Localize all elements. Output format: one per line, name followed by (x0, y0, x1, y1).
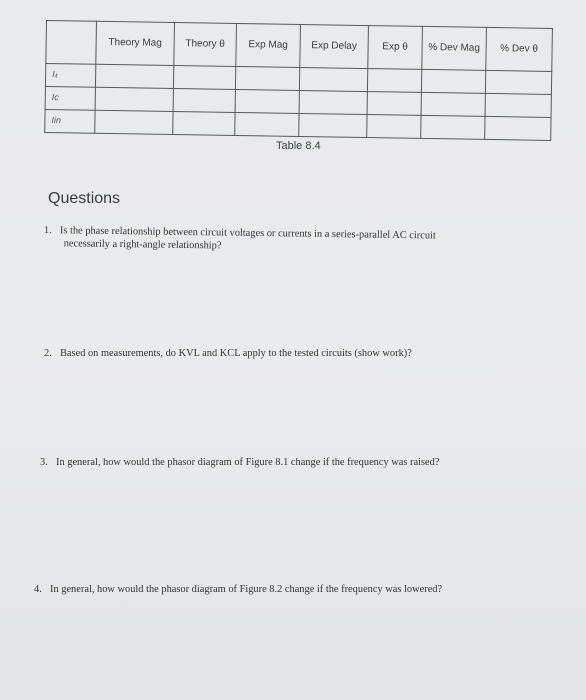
table-cell[interactable] (485, 70, 551, 94)
row-label: Iin (45, 109, 95, 133)
table-cell[interactable] (173, 112, 235, 136)
table-cell[interactable] (95, 64, 173, 88)
question-text: Is the phase relationship between circuit voltages or currents in a series-parallel AC circuit (59, 225, 436, 242)
table-cell[interactable] (95, 87, 173, 111)
table-cell[interactable] (367, 92, 421, 116)
results-table-container (44, 20, 552, 138)
table-cell[interactable] (299, 90, 367, 114)
table-cell[interactable] (421, 92, 485, 116)
table-cell[interactable] (421, 115, 485, 139)
table-cell[interactable] (173, 89, 235, 113)
table-caption: Table 8.4 (276, 140, 321, 152)
header-dev-mag: % Dev Mag (422, 26, 487, 70)
table-cell[interactable] (299, 67, 367, 91)
table-cell[interactable] (367, 69, 421, 93)
table-cell[interactable] (367, 115, 421, 139)
question-3 (40, 456, 540, 469)
question-text: In general, how would the phasor diagram of Figure 8.2 change if the frequency was lowered? (50, 584, 443, 595)
table-cell[interactable] (173, 66, 235, 90)
results-table (44, 20, 553, 141)
question-text: Based on measurements, do KVL and KCL apply to the tested circuits (show work)? (60, 348, 412, 359)
question-number: 4. (34, 584, 42, 595)
question-number: 3. (40, 457, 48, 468)
question-2 (44, 347, 524, 360)
question-text-continued: necessarily a right-angle relationship? (63, 238, 222, 252)
table-cell[interactable] (299, 113, 367, 137)
question-1 (44, 224, 514, 257)
table-cell[interactable] (95, 110, 173, 134)
table-cell[interactable] (485, 116, 551, 140)
row-label: Ic (45, 86, 95, 110)
question-text: In general, how would the phasor diagram of Figure 8.1 change if the frequency was raised? (56, 457, 440, 468)
table-cell[interactable] (235, 66, 299, 90)
question-4 (34, 583, 554, 596)
header-theory-theta: Theory θ (174, 23, 237, 67)
table-cell[interactable] (485, 93, 551, 117)
table-cell[interactable] (235, 89, 299, 113)
header-exp-theta: Exp θ (368, 26, 423, 70)
table-cell[interactable] (421, 69, 485, 93)
question-number: 1. (43, 224, 52, 237)
header-theory-mag: Theory Mag (96, 21, 175, 65)
header-exp-delay: Exp Delay (300, 24, 369, 68)
questions-heading: Questions (48, 190, 121, 207)
header-cell-empty (46, 21, 97, 65)
row-label: Iₗᵣ (45, 64, 95, 88)
question-number: 2. (44, 348, 52, 359)
header-exp-mag: Exp Mag (236, 23, 301, 67)
header-dev-theta: % Dev θ (486, 27, 553, 71)
table-cell[interactable] (235, 112, 299, 136)
